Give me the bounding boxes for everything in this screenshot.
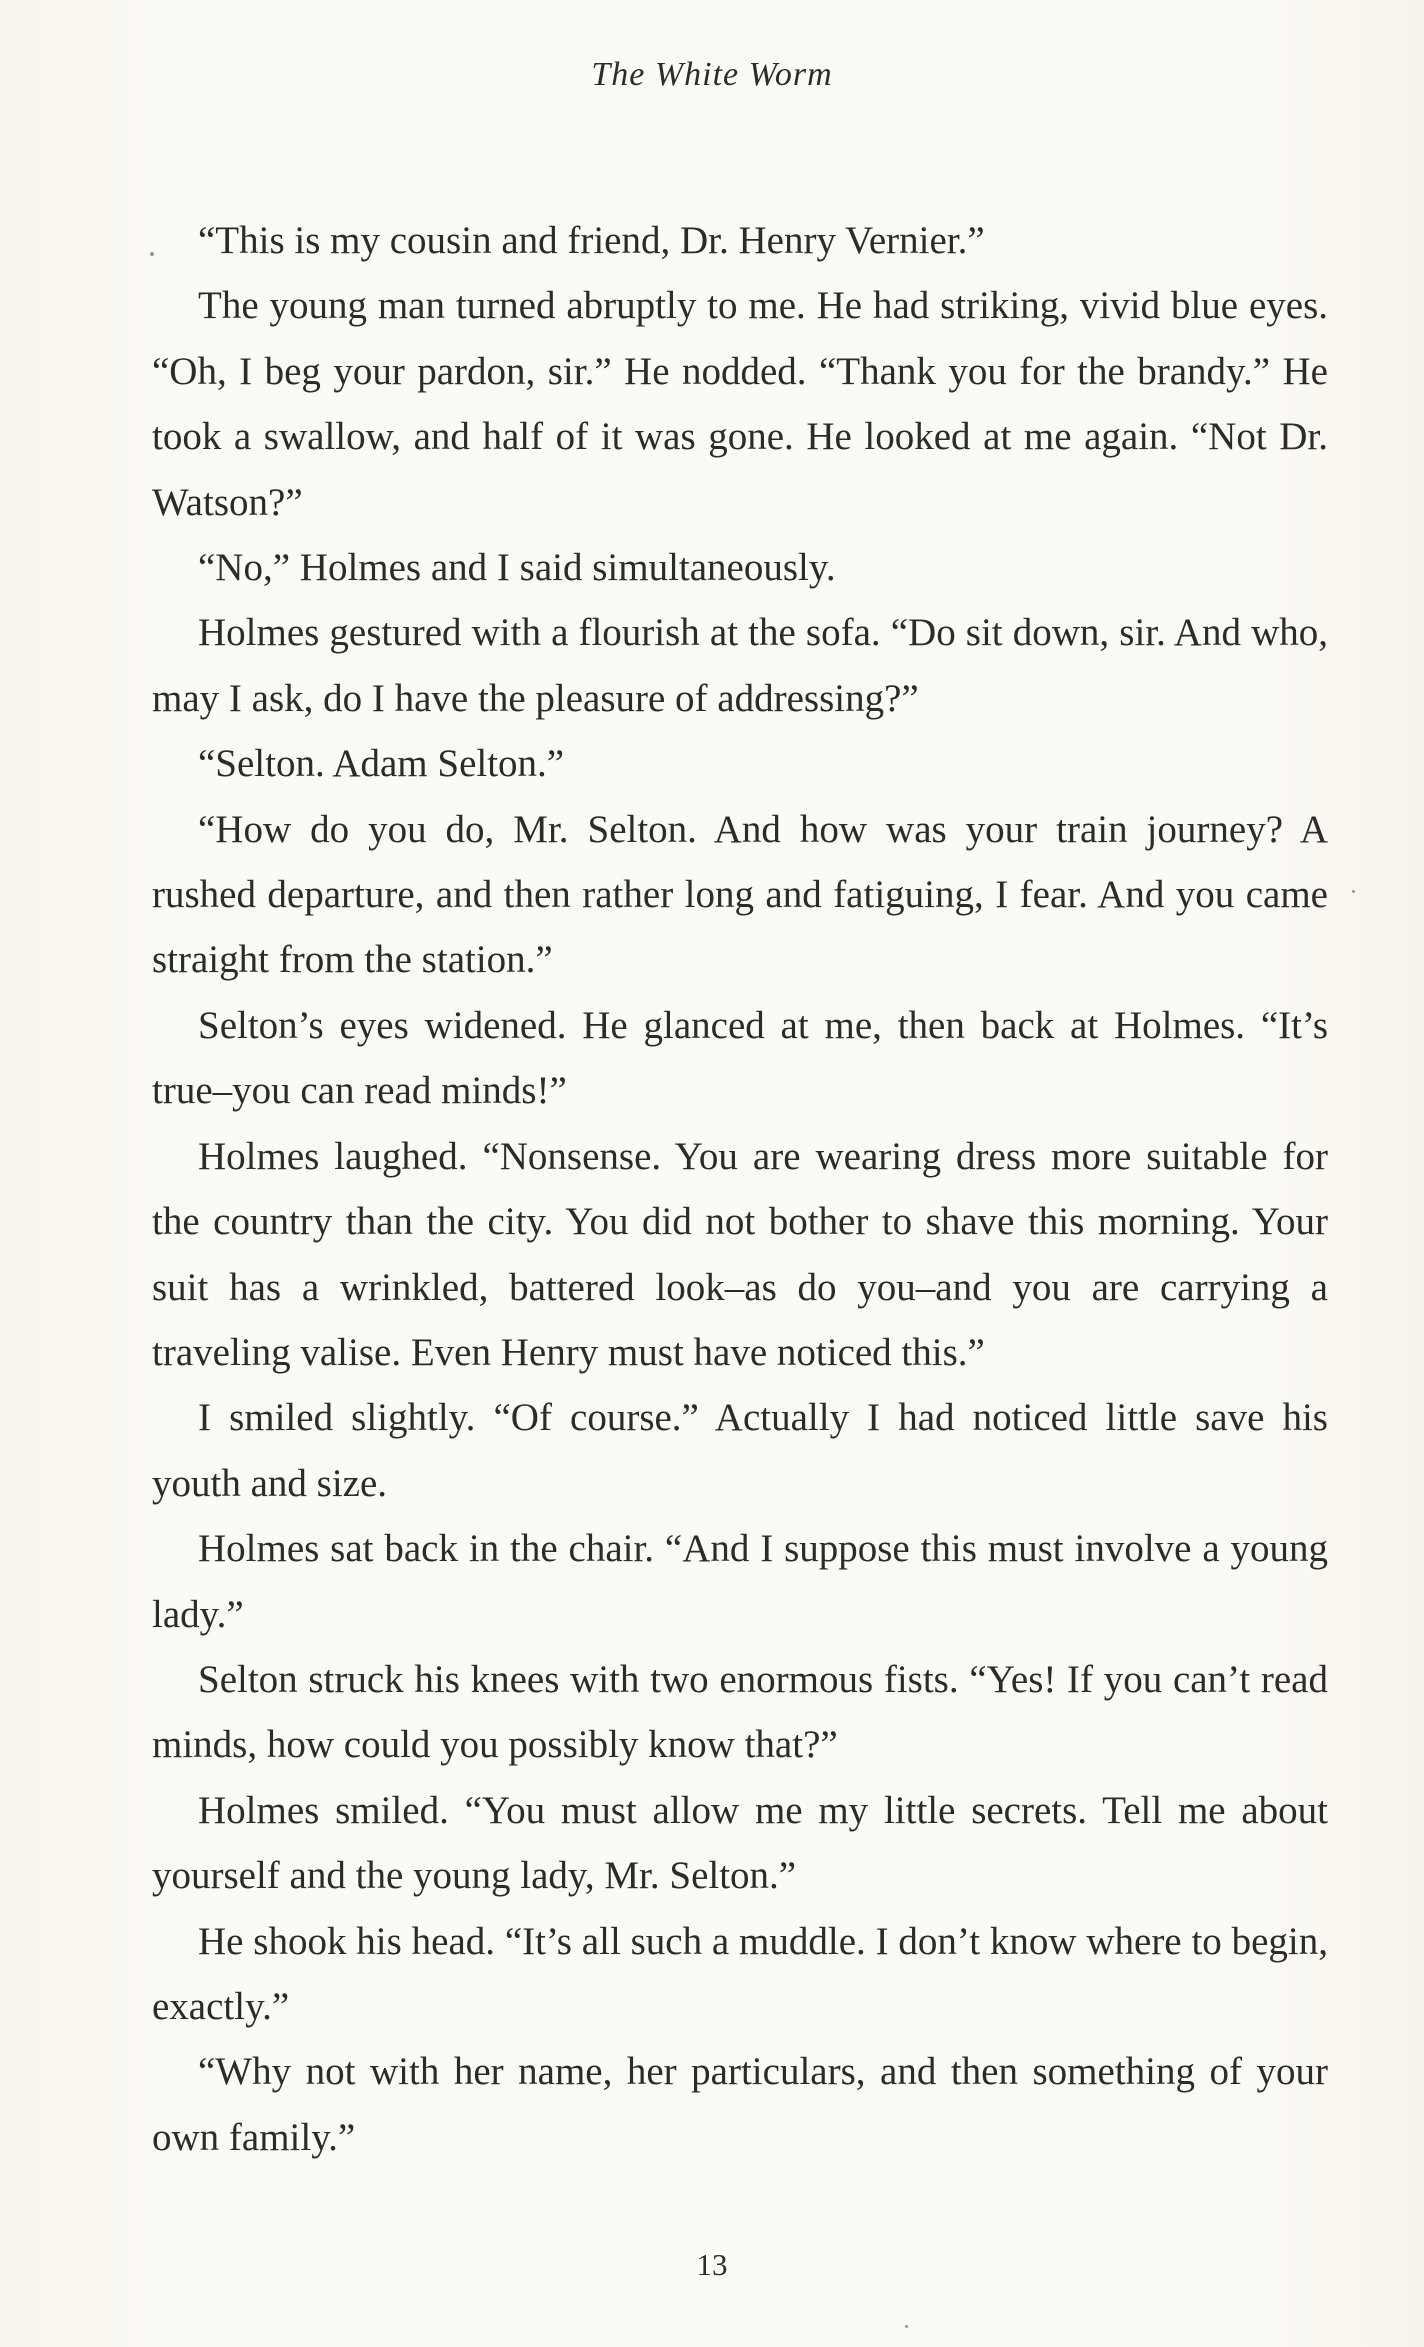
paper-speck: [1352, 890, 1355, 893]
paragraph: Holmes gestured with a flourish at the sofa. “Do sit down, sir. And who, may I ask, do I have the pleasure of addressing?”: [152, 611, 1328, 720]
paragraph: The young man turned abruptly to me. He had striking, vivid blue eyes. “Oh, I beg your pardon, sir.” He nodded. “Thank you for the brandy.” He took a swallow, and half of it was gone. He looked at me again. “Not Dr. Watson?”: [152, 284, 1328, 524]
paragraph: “This is my cousin and friend, Dr. Henry Vernier.”: [198, 219, 985, 262]
paragraph: “Selton. Adam Selton.”: [198, 742, 565, 786]
paragraph: I smiled slightly. “Of course.” Actually I had noticed little save his youth and size.: [152, 1396, 1328, 1505]
paragraph: He shook his head. “It’s all such a muddle. I don’t know where to begin, exactly.”: [152, 1919, 1328, 2028]
page-number: 13: [696, 2247, 728, 2282]
paragraph: Holmes laughed. “Nonsense. You are wearing dress more suitable for the country than the city. You did not bother to shave this morning. Your suit has a wrinkled, battered look–as do you–and you are carrying a traveling valise. Even Henry must have noticed this.”: [152, 1134, 1328, 1374]
paragraph: “How do you do, Mr. Selton. And how was your train journey? A rushed departure, and then rather long and fatiguing, I fear. And you came straight from the station.”: [152, 807, 1328, 982]
paragraph: Selton’s eyes widened. He glanced at me, then back at Holmes. “It’s true–you can read minds!”: [152, 1003, 1328, 1113]
paragraph: Holmes smiled. “You must allow me my little secrets. Tell me about yourself and the young lady, Mr. Selton.”: [152, 1788, 1328, 1898]
paragraph: “No,” Holmes and I said simultaneously.: [198, 546, 836, 590]
paragraph: Holmes sat back in the chair. “And I suppose this must involve a young lady.”: [152, 1527, 1328, 1636]
paragraph: “Why not with her name, her particulars, and then something of your own family.”: [152, 2050, 1328, 2159]
paper-speck: [905, 2325, 908, 2328]
paper-speck: [150, 252, 154, 256]
running-head-title: The White Worm: [591, 56, 833, 93]
body-text: [152, 208, 1328, 2170]
paragraph: Selton struck his knees with two enormous fists. “Yes! If you can’t read minds, how could you possibly know that?”: [152, 1657, 1328, 1767]
